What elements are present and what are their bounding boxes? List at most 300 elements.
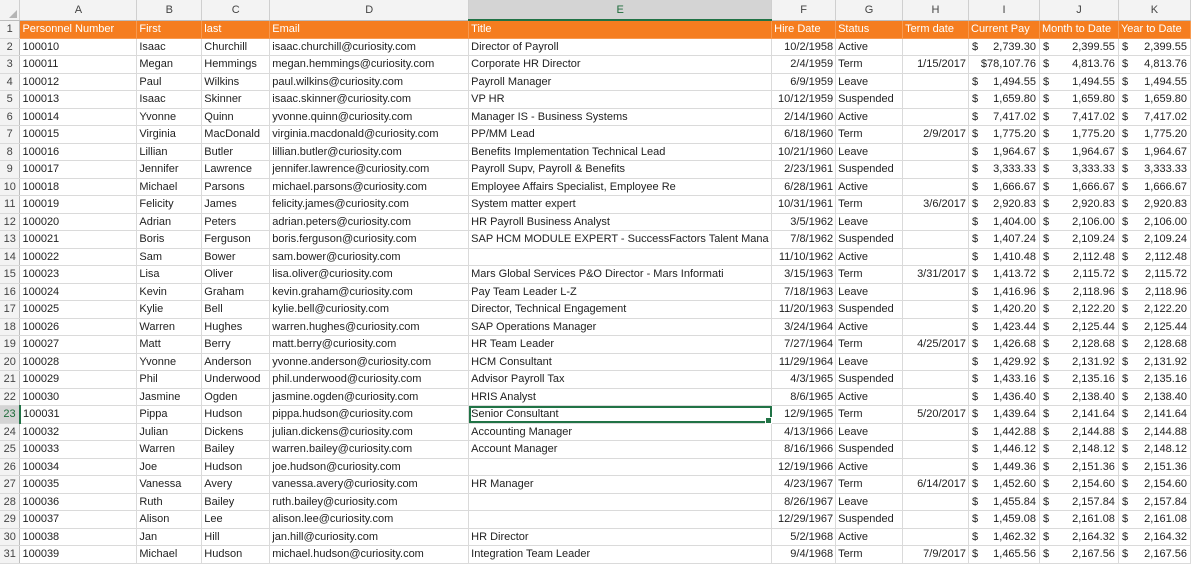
cell-month-to-date[interactable] bbox=[1039, 231, 1118, 249]
cell-first[interactable]: Felicity bbox=[137, 196, 202, 214]
cell-current-pay[interactable] bbox=[969, 511, 1040, 529]
cell-hire-date[interactable]: 4/23/1967 bbox=[772, 476, 836, 494]
cell-first[interactable]: Pippa bbox=[137, 406, 202, 424]
header-cell-personnel-number[interactable]: Personnel Number bbox=[20, 20, 137, 38]
cell-month-to-date[interactable] bbox=[1039, 143, 1118, 161]
cell-hire-date[interactable]: 10/12/1959 bbox=[772, 91, 836, 109]
cell-personnel-number[interactable]: 100035 bbox=[20, 476, 137, 494]
cell-first[interactable]: Phil bbox=[137, 371, 202, 389]
cell-term-date[interactable]: 6/14/2017 bbox=[903, 476, 969, 494]
cell-personnel-number[interactable]: 100038 bbox=[20, 528, 137, 546]
cell-status[interactable]: Active bbox=[836, 38, 903, 56]
cell-term-date[interactable] bbox=[903, 423, 969, 441]
cell-last[interactable]: Graham bbox=[202, 283, 270, 301]
row-header[interactable]: 18 bbox=[0, 318, 20, 336]
cell-status[interactable]: Term bbox=[836, 196, 903, 214]
header-cell-month-to-date[interactable]: Month to Date bbox=[1039, 20, 1118, 38]
cell-title[interactable]: Mars Global Services P&O Director - Mars Informati bbox=[469, 266, 772, 284]
row-header[interactable]: 27 bbox=[0, 476, 20, 494]
cell-term-date[interactable] bbox=[903, 143, 969, 161]
cell-first[interactable]: Boris bbox=[137, 231, 202, 249]
cell-status[interactable]: Leave bbox=[836, 283, 903, 301]
cell-email[interactable]: joe.hudson@curiosity.com bbox=[270, 458, 469, 476]
cell-email[interactable]: kylie.bell@curiosity.com bbox=[270, 301, 469, 319]
cell-email[interactable]: felicity.james@curiosity.com bbox=[270, 196, 469, 214]
cell-status[interactable]: Term bbox=[836, 266, 903, 284]
cell-year-to-date[interactable] bbox=[1118, 318, 1190, 336]
cell-year-to-date[interactable] bbox=[1118, 56, 1190, 74]
cell-email[interactable]: michael.parsons@curiosity.com bbox=[270, 178, 469, 196]
cell-email[interactable]: matt.berry@curiosity.com bbox=[270, 336, 469, 354]
cell-hire-date[interactable]: 9/4/1968 bbox=[772, 546, 836, 564]
cell-month-to-date[interactable] bbox=[1039, 301, 1118, 319]
cell-personnel-number[interactable]: 100024 bbox=[20, 283, 137, 301]
cell-term-date[interactable] bbox=[903, 73, 969, 91]
cell-email[interactable]: kevin.graham@curiosity.com bbox=[270, 283, 469, 301]
row-header[interactable]: 30 bbox=[0, 528, 20, 546]
header-cell-status[interactable]: Status bbox=[836, 20, 903, 38]
cell-last[interactable]: Lawrence bbox=[202, 161, 270, 179]
cell-title[interactable]: PP/MM Lead bbox=[469, 126, 772, 144]
cell-year-to-date[interactable] bbox=[1118, 301, 1190, 319]
row-header[interactable]: 24 bbox=[0, 423, 20, 441]
cell-personnel-number[interactable]: 100013 bbox=[20, 91, 137, 109]
cell-email[interactable]: phil.underwood@curiosity.com bbox=[270, 371, 469, 389]
cell-current-pay[interactable] bbox=[969, 493, 1040, 511]
cell-last[interactable]: Skinner bbox=[202, 91, 270, 109]
cell-current-pay[interactable] bbox=[969, 91, 1040, 109]
cell-last[interactable]: Butler bbox=[202, 143, 270, 161]
cell-term-date[interactable] bbox=[903, 441, 969, 459]
cell-year-to-date[interactable] bbox=[1118, 371, 1190, 389]
cell-title[interactable]: Director of Payroll bbox=[469, 38, 772, 56]
cell-title[interactable]: HR Manager bbox=[469, 476, 772, 494]
cell-current-pay[interactable] bbox=[969, 406, 1040, 424]
cell-title[interactable]: Advisor Payroll Tax bbox=[469, 371, 772, 389]
cell-title[interactable]: Benefits Implementation Technical Lead bbox=[469, 143, 772, 161]
cell-title[interactable]: Manager IS - Business Systems bbox=[469, 108, 772, 126]
row-header[interactable]: 15 bbox=[0, 266, 20, 284]
cell-year-to-date[interactable] bbox=[1118, 213, 1190, 231]
cell-status[interactable]: Active bbox=[836, 248, 903, 266]
cell-term-date[interactable]: 2/9/2017 bbox=[903, 126, 969, 144]
cell-status[interactable]: Term bbox=[836, 336, 903, 354]
row-header[interactable]: 16 bbox=[0, 283, 20, 301]
cell-current-pay[interactable] bbox=[969, 126, 1040, 144]
cell-personnel-number[interactable]: 100015 bbox=[20, 126, 137, 144]
cell-month-to-date[interactable] bbox=[1039, 266, 1118, 284]
cell-month-to-date[interactable] bbox=[1039, 318, 1118, 336]
cell-hire-date[interactable]: 10/21/1960 bbox=[772, 143, 836, 161]
cell-last[interactable]: Oliver bbox=[202, 266, 270, 284]
cell-term-date[interactable] bbox=[903, 108, 969, 126]
cell-last[interactable]: Lee bbox=[202, 511, 270, 529]
cell-month-to-date[interactable] bbox=[1039, 126, 1118, 144]
row-header[interactable]: 26 bbox=[0, 458, 20, 476]
cell-current-pay[interactable] bbox=[969, 283, 1040, 301]
cell-last[interactable]: Quinn bbox=[202, 108, 270, 126]
cell-term-date[interactable] bbox=[903, 388, 969, 406]
cell-last[interactable]: Dickens bbox=[202, 423, 270, 441]
cell-hire-date[interactable]: 6/28/1961 bbox=[772, 178, 836, 196]
cell-year-to-date[interactable] bbox=[1118, 231, 1190, 249]
column-header-a[interactable]: A bbox=[20, 0, 137, 20]
cell-current-pay[interactable] bbox=[969, 213, 1040, 231]
cell-email[interactable]: warren.hughes@curiosity.com bbox=[270, 318, 469, 336]
cell-title[interactable] bbox=[469, 458, 772, 476]
cell-status[interactable]: Suspended bbox=[836, 301, 903, 319]
cell-first[interactable]: Isaac bbox=[137, 91, 202, 109]
cell-month-to-date[interactable] bbox=[1039, 196, 1118, 214]
row-header[interactable]: 13 bbox=[0, 231, 20, 249]
cell-status[interactable]: Suspended bbox=[836, 511, 903, 529]
column-header-d[interactable]: D bbox=[270, 0, 469, 20]
cell-personnel-number[interactable]: 100019 bbox=[20, 196, 137, 214]
cell-email[interactable]: vanessa.avery@curiosity.com bbox=[270, 476, 469, 494]
cell-term-date[interactable] bbox=[903, 493, 969, 511]
cell-month-to-date[interactable] bbox=[1039, 248, 1118, 266]
cell-term-date[interactable] bbox=[903, 91, 969, 109]
cell-term-date[interactable]: 3/31/2017 bbox=[903, 266, 969, 284]
cell-month-to-date[interactable] bbox=[1039, 546, 1118, 564]
cell-current-pay[interactable] bbox=[969, 301, 1040, 319]
cell-title[interactable]: HR Team Leader bbox=[469, 336, 772, 354]
cell-personnel-number[interactable]: 100023 bbox=[20, 266, 137, 284]
cell-title[interactable]: Employee Affairs Specialist, Employee Re bbox=[469, 178, 772, 196]
cell-current-pay[interactable] bbox=[969, 56, 1040, 74]
cell-current-pay[interactable] bbox=[969, 476, 1040, 494]
column-header-h[interactable]: H bbox=[903, 0, 969, 20]
cell-status[interactable]: Leave bbox=[836, 213, 903, 231]
cell-current-pay[interactable] bbox=[969, 178, 1040, 196]
column-header-k[interactable]: K bbox=[1118, 0, 1190, 20]
cell-first[interactable]: Kylie bbox=[137, 301, 202, 319]
cell-title[interactable]: VP HR bbox=[469, 91, 772, 109]
cell-current-pay[interactable] bbox=[969, 231, 1040, 249]
cell-current-pay[interactable] bbox=[969, 108, 1040, 126]
cell-last[interactable]: Berry bbox=[202, 336, 270, 354]
cell-email[interactable]: yvonne.quinn@curiosity.com bbox=[270, 108, 469, 126]
cell-hire-date[interactable]: 3/15/1963 bbox=[772, 266, 836, 284]
cell-personnel-number[interactable]: 100027 bbox=[20, 336, 137, 354]
row-header[interactable]: 5 bbox=[0, 91, 20, 109]
cell-month-to-date[interactable] bbox=[1039, 493, 1118, 511]
cell-title[interactable]: Director, Technical Engagement bbox=[469, 301, 772, 319]
cell-email[interactable]: pippa.hudson@curiosity.com bbox=[270, 406, 469, 424]
cell-first[interactable]: Virginia bbox=[137, 126, 202, 144]
cell-status[interactable]: Suspended bbox=[836, 161, 903, 179]
cell-personnel-number[interactable]: 100030 bbox=[20, 388, 137, 406]
cell-current-pay[interactable] bbox=[969, 318, 1040, 336]
cell-last[interactable]: Bailey bbox=[202, 441, 270, 459]
row-header[interactable]: 31 bbox=[0, 546, 20, 564]
cell-title[interactable] bbox=[469, 248, 772, 266]
cell-month-to-date[interactable] bbox=[1039, 441, 1118, 459]
row-header[interactable]: 20 bbox=[0, 353, 20, 371]
cell-last[interactable]: Churchill bbox=[202, 38, 270, 56]
cell-hire-date[interactable]: 7/8/1962 bbox=[772, 231, 836, 249]
cell-personnel-number[interactable]: 100011 bbox=[20, 56, 137, 74]
cell-status[interactable]: Active bbox=[836, 388, 903, 406]
cell-personnel-number[interactable]: 100026 bbox=[20, 318, 137, 336]
cell-status[interactable]: Term bbox=[836, 546, 903, 564]
cell-last[interactable]: Hudson bbox=[202, 546, 270, 564]
cell-month-to-date[interactable] bbox=[1039, 283, 1118, 301]
cell-title[interactable]: System matter expert bbox=[469, 196, 772, 214]
cell-hire-date[interactable]: 11/10/1962 bbox=[772, 248, 836, 266]
cell-current-pay[interactable] bbox=[969, 248, 1040, 266]
cell-status[interactable]: Leave bbox=[836, 143, 903, 161]
cell-first[interactable]: Kevin bbox=[137, 283, 202, 301]
row-header[interactable]: 2 bbox=[0, 38, 20, 56]
column-header-b[interactable]: B bbox=[137, 0, 202, 20]
cell-last[interactable]: Ogden bbox=[202, 388, 270, 406]
cell-title[interactable]: Accounting Manager bbox=[469, 423, 772, 441]
cell-hire-date[interactable]: 3/24/1964 bbox=[772, 318, 836, 336]
cell-last[interactable]: Wilkins bbox=[202, 73, 270, 91]
cell-year-to-date[interactable] bbox=[1118, 406, 1190, 424]
cell-term-date[interactable] bbox=[903, 213, 969, 231]
cell-current-pay[interactable] bbox=[969, 458, 1040, 476]
header-cell-title[interactable]: Title bbox=[469, 20, 772, 38]
cell-personnel-number[interactable]: 100021 bbox=[20, 231, 137, 249]
cell-email[interactable]: isaac.skinner@curiosity.com bbox=[270, 91, 469, 109]
cell-term-date[interactable] bbox=[903, 248, 969, 266]
cell-email[interactable]: jennifer.lawrence@curiosity.com bbox=[270, 161, 469, 179]
cell-term-date[interactable] bbox=[903, 301, 969, 319]
cell-personnel-number[interactable]: 100034 bbox=[20, 458, 137, 476]
cell-title[interactable]: HR Payroll Business Analyst bbox=[469, 213, 772, 231]
row-header[interactable]: 7 bbox=[0, 126, 20, 144]
cell-email[interactable]: jasmine.ogden@curiosity.com bbox=[270, 388, 469, 406]
cell-current-pay[interactable] bbox=[969, 336, 1040, 354]
cell-current-pay[interactable] bbox=[969, 353, 1040, 371]
cell-status[interactable]: Leave bbox=[836, 493, 903, 511]
cell-email[interactable]: lisa.oliver@curiosity.com bbox=[270, 266, 469, 284]
header-cell-term-date[interactable]: Term date bbox=[903, 20, 969, 38]
cell-hire-date[interactable]: 10/2/1958 bbox=[772, 38, 836, 56]
cell-first[interactable]: Alison bbox=[137, 511, 202, 529]
cell-current-pay[interactable] bbox=[969, 528, 1040, 546]
row-header[interactable]: 11 bbox=[0, 196, 20, 214]
cell-email[interactable]: adrian.peters@curiosity.com bbox=[270, 213, 469, 231]
cell-personnel-number[interactable]: 100012 bbox=[20, 73, 137, 91]
cell-last[interactable]: Bower bbox=[202, 248, 270, 266]
cell-status[interactable]: Term bbox=[836, 476, 903, 494]
cell-last[interactable]: Underwood bbox=[202, 371, 270, 389]
column-header-c[interactable]: C bbox=[202, 0, 270, 20]
cell-first[interactable]: Ruth bbox=[137, 493, 202, 511]
cell-month-to-date[interactable] bbox=[1039, 388, 1118, 406]
row-header[interactable]: 1 bbox=[0, 20, 20, 38]
cell-status[interactable]: Active bbox=[836, 318, 903, 336]
column-header-g[interactable]: G bbox=[836, 0, 903, 20]
cell-first[interactable]: Jan bbox=[137, 528, 202, 546]
cell-year-to-date[interactable] bbox=[1118, 353, 1190, 371]
cell-first[interactable]: Yvonne bbox=[137, 108, 202, 126]
cell-email[interactable]: paul.wilkins@curiosity.com bbox=[270, 73, 469, 91]
cell-personnel-number[interactable]: 100039 bbox=[20, 546, 137, 564]
cell-status[interactable]: Suspended bbox=[836, 231, 903, 249]
cell-year-to-date[interactable] bbox=[1118, 91, 1190, 109]
cell-hire-date[interactable]: 6/9/1959 bbox=[772, 73, 836, 91]
cell-year-to-date[interactable] bbox=[1118, 476, 1190, 494]
row-header[interactable]: 6 bbox=[0, 108, 20, 126]
row-header[interactable]: 23 bbox=[0, 406, 20, 424]
cell-last[interactable]: Anderson bbox=[202, 353, 270, 371]
cell-last[interactable]: MacDonald bbox=[202, 126, 270, 144]
cell-year-to-date[interactable] bbox=[1118, 161, 1190, 179]
cell-last[interactable]: Hudson bbox=[202, 406, 270, 424]
cell-hire-date[interactable]: 8/16/1966 bbox=[772, 441, 836, 459]
cell-first[interactable]: Jennifer bbox=[137, 161, 202, 179]
cell-term-date[interactable] bbox=[903, 161, 969, 179]
cell-term-date[interactable] bbox=[903, 318, 969, 336]
cell-term-date[interactable]: 1/15/2017 bbox=[903, 56, 969, 74]
cell-personnel-number[interactable]: 100029 bbox=[20, 371, 137, 389]
cell-month-to-date[interactable] bbox=[1039, 91, 1118, 109]
cell-title[interactable]: HR Director bbox=[469, 528, 772, 546]
cell-title[interactable]: Account Manager bbox=[469, 441, 772, 459]
cell-year-to-date[interactable] bbox=[1118, 126, 1190, 144]
cell-title[interactable]: HRIS Analyst bbox=[469, 388, 772, 406]
cell-month-to-date[interactable] bbox=[1039, 73, 1118, 91]
cell-month-to-date[interactable] bbox=[1039, 178, 1118, 196]
row-header[interactable]: 4 bbox=[0, 73, 20, 91]
cell-title[interactable]: Integration Team Leader bbox=[469, 546, 772, 564]
cell-title-active[interactable]: Senior Consultant bbox=[469, 406, 772, 424]
cell-first[interactable]: Yvonne bbox=[137, 353, 202, 371]
cell-term-date[interactable] bbox=[903, 178, 969, 196]
cell-personnel-number[interactable]: 100016 bbox=[20, 143, 137, 161]
cell-first[interactable]: Joe bbox=[137, 458, 202, 476]
cell-month-to-date[interactable] bbox=[1039, 511, 1118, 529]
cell-month-to-date[interactable] bbox=[1039, 353, 1118, 371]
cell-month-to-date[interactable] bbox=[1039, 336, 1118, 354]
cell-status[interactable]: Suspended bbox=[836, 91, 903, 109]
cell-term-date[interactable]: 4/25/2017 bbox=[903, 336, 969, 354]
cell-current-pay[interactable] bbox=[969, 196, 1040, 214]
cell-first[interactable]: Warren bbox=[137, 441, 202, 459]
cell-status[interactable]: Active bbox=[836, 528, 903, 546]
cell-first[interactable]: Paul bbox=[137, 73, 202, 91]
cell-year-to-date[interactable] bbox=[1118, 108, 1190, 126]
cell-title[interactable]: HCM Consultant bbox=[469, 353, 772, 371]
cell-hire-date[interactable]: 4/13/1966 bbox=[772, 423, 836, 441]
cell-hire-date[interactable]: 3/5/1962 bbox=[772, 213, 836, 231]
header-cell-year-to-date[interactable]: Year to Date bbox=[1118, 20, 1190, 38]
cell-current-pay[interactable] bbox=[969, 38, 1040, 56]
cell-first[interactable]: Vanessa bbox=[137, 476, 202, 494]
cell-status[interactable]: Leave bbox=[836, 423, 903, 441]
header-cell-first[interactable]: First bbox=[137, 20, 202, 38]
cell-personnel-number[interactable]: 100020 bbox=[20, 213, 137, 231]
cell-first[interactable]: Julian bbox=[137, 423, 202, 441]
cell-email[interactable]: megan.hemmings@curiosity.com bbox=[270, 56, 469, 74]
cell-title[interactable] bbox=[469, 493, 772, 511]
cell-email[interactable]: isaac.churchill@curiosity.com bbox=[270, 38, 469, 56]
cell-personnel-number[interactable]: 100017 bbox=[20, 161, 137, 179]
header-cell-current-pay[interactable]: Current Pay bbox=[969, 20, 1040, 38]
cell-current-pay[interactable] bbox=[969, 423, 1040, 441]
cell-current-pay[interactable] bbox=[969, 161, 1040, 179]
cell-term-date[interactable] bbox=[903, 511, 969, 529]
cell-term-date[interactable] bbox=[903, 283, 969, 301]
cell-month-to-date[interactable] bbox=[1039, 528, 1118, 546]
cell-title[interactable] bbox=[469, 511, 772, 529]
cell-term-date[interactable] bbox=[903, 371, 969, 389]
row-header[interactable]: 25 bbox=[0, 441, 20, 459]
cell-status[interactable]: Suspended bbox=[836, 441, 903, 459]
cell-current-pay[interactable] bbox=[969, 266, 1040, 284]
cell-year-to-date[interactable] bbox=[1118, 336, 1190, 354]
row-header[interactable]: 28 bbox=[0, 493, 20, 511]
row-header[interactable]: 10 bbox=[0, 178, 20, 196]
row-header[interactable]: 29 bbox=[0, 511, 20, 529]
cell-hire-date[interactable]: 11/29/1964 bbox=[772, 353, 836, 371]
cell-year-to-date[interactable] bbox=[1118, 388, 1190, 406]
cell-month-to-date[interactable] bbox=[1039, 458, 1118, 476]
cell-month-to-date[interactable] bbox=[1039, 423, 1118, 441]
cell-current-pay[interactable] bbox=[969, 388, 1040, 406]
row-header[interactable]: 12 bbox=[0, 213, 20, 231]
cell-first[interactable]: Matt bbox=[137, 336, 202, 354]
cell-email[interactable]: ruth.bailey@curiosity.com bbox=[270, 493, 469, 511]
cell-hire-date[interactable]: 11/20/1963 bbox=[772, 301, 836, 319]
cell-email[interactable]: virginia.macdonald@curiosity.com bbox=[270, 126, 469, 144]
cell-email[interactable]: warren.bailey@curiosity.com bbox=[270, 441, 469, 459]
cell-status[interactable]: Active bbox=[836, 108, 903, 126]
cell-status[interactable]: Term bbox=[836, 56, 903, 74]
cell-term-date[interactable]: 5/20/2017 bbox=[903, 406, 969, 424]
header-cell-email[interactable]: Email bbox=[270, 20, 469, 38]
column-header-j[interactable]: J bbox=[1039, 0, 1118, 20]
cell-last[interactable]: Bell bbox=[202, 301, 270, 319]
cell-first[interactable]: Isaac bbox=[137, 38, 202, 56]
cell-first[interactable]: Lisa bbox=[137, 266, 202, 284]
cell-current-pay[interactable] bbox=[969, 546, 1040, 564]
cell-personnel-number[interactable]: 100018 bbox=[20, 178, 137, 196]
cell-personnel-number[interactable]: 100032 bbox=[20, 423, 137, 441]
cell-last[interactable]: Hughes bbox=[202, 318, 270, 336]
cell-month-to-date[interactable] bbox=[1039, 406, 1118, 424]
cell-hire-date[interactable]: 12/19/1966 bbox=[772, 458, 836, 476]
cell-title[interactable]: Pay Team Leader L-Z bbox=[469, 283, 772, 301]
column-header-i[interactable]: I bbox=[969, 0, 1040, 20]
cell-year-to-date[interactable] bbox=[1118, 196, 1190, 214]
cell-email[interactable]: boris.ferguson@curiosity.com bbox=[270, 231, 469, 249]
cell-month-to-date[interactable] bbox=[1039, 56, 1118, 74]
cell-hire-date[interactable]: 10/31/1961 bbox=[772, 196, 836, 214]
cell-email[interactable]: alison.lee@curiosity.com bbox=[270, 511, 469, 529]
cell-year-to-date[interactable] bbox=[1118, 546, 1190, 564]
cell-email[interactable]: julian.dickens@curiosity.com bbox=[270, 423, 469, 441]
cell-year-to-date[interactable] bbox=[1118, 73, 1190, 91]
cell-month-to-date[interactable] bbox=[1039, 108, 1118, 126]
cell-year-to-date[interactable] bbox=[1118, 458, 1190, 476]
cell-hire-date[interactable]: 2/23/1961 bbox=[772, 161, 836, 179]
cell-term-date[interactable]: 7/9/2017 bbox=[903, 546, 969, 564]
cell-email[interactable]: sam.bower@curiosity.com bbox=[270, 248, 469, 266]
cell-last[interactable]: Parsons bbox=[202, 178, 270, 196]
cell-current-pay[interactable] bbox=[969, 73, 1040, 91]
cell-month-to-date[interactable] bbox=[1039, 161, 1118, 179]
row-header[interactable]: 8 bbox=[0, 143, 20, 161]
cell-status[interactable]: Active bbox=[836, 178, 903, 196]
cell-personnel-number[interactable]: 100022 bbox=[20, 248, 137, 266]
cell-year-to-date[interactable] bbox=[1118, 511, 1190, 529]
cell-current-pay[interactable] bbox=[969, 143, 1040, 161]
